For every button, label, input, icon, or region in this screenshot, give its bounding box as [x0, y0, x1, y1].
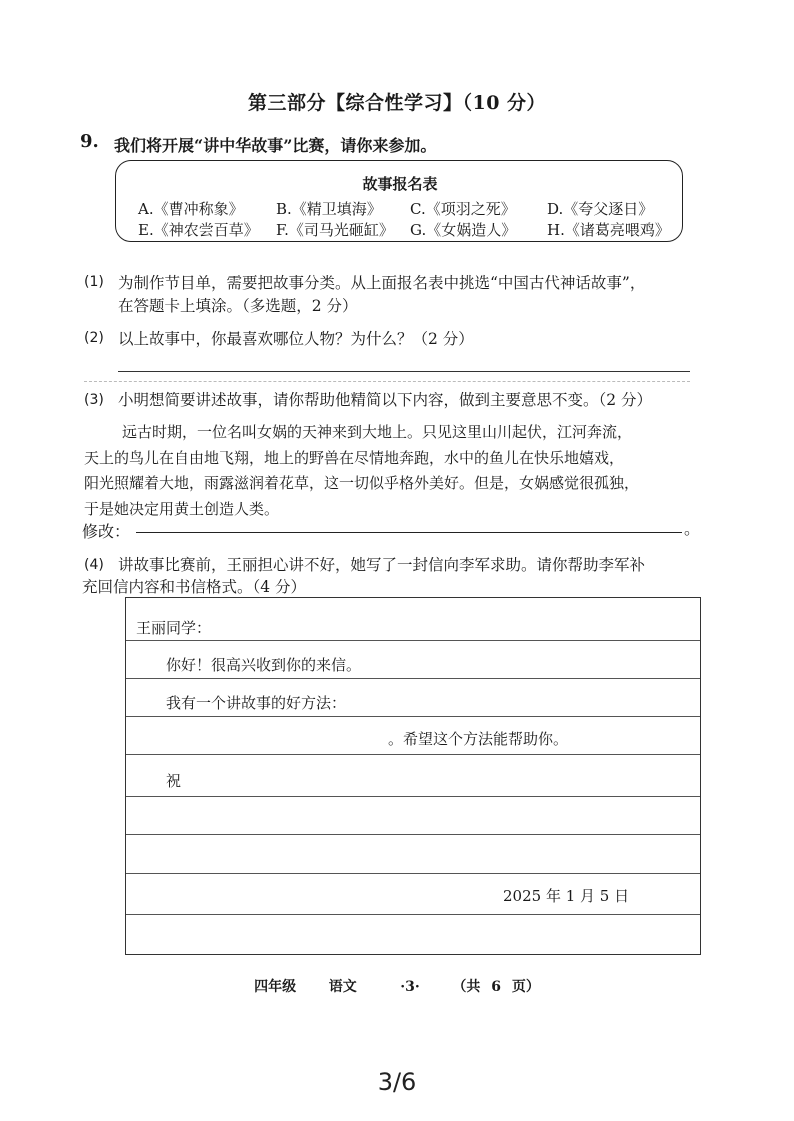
- story-option-d: D.《夸父逐日》: [547, 200, 654, 218]
- letter-row-divider: [126, 716, 700, 717]
- footer-subject: 语文: [328, 979, 357, 995]
- footer-total: （共 6 页）: [452, 979, 540, 995]
- sub4-number: (4): [84, 557, 104, 573]
- letter-hope: 。希望这个方法能帮助你。: [388, 730, 569, 748]
- sub1-line2: 在答题卡上填涂。（多选题，2 分）: [118, 297, 358, 315]
- story-option-a: A.《曹冲称象》: [138, 200, 244, 218]
- footer-page: ·3·: [400, 979, 420, 995]
- letter-greeting: 你好！很高兴收到你的来信。: [166, 656, 362, 674]
- registration-table: [115, 160, 683, 242]
- divider: [84, 381, 690, 382]
- revise-answer-line[interactable]: [136, 532, 682, 533]
- passage-line: 天上的鸟儿在自由地飞翔，地上的野兽在尽情地奔跑，水中的鱼儿在快乐地嬉戏，: [84, 448, 625, 467]
- passage-line: 阳光照耀着大地，雨露滋润着花草，这一切似乎格外美好。但是，女娲感觉很孤独，: [84, 474, 640, 492]
- letter-closing: 祝: [166, 772, 182, 790]
- sub2-text: 以上故事中，你最喜欢哪位人物？为什么？（2 分）: [118, 330, 474, 348]
- sub1-line1: 为制作节目单，需要把故事分类。从上面报名表中挑选“中国古代神话故事”，: [118, 274, 646, 292]
- sub4-line2: 充回信内容和书信格式。（4 分）: [82, 578, 307, 596]
- letter-date: 2025 年 1 月 5 日: [503, 887, 630, 905]
- story-option-c: C.《项羽之死》: [410, 200, 516, 218]
- question-text: 我们将开展“讲中华故事”比赛，请你来参加。: [114, 136, 437, 155]
- sub2-answer-line[interactable]: [118, 371, 690, 372]
- story-option-h: H.《诸葛亮喂鸡》: [547, 221, 670, 239]
- letter-row-divider: [126, 914, 700, 915]
- revise-period: 。: [684, 519, 701, 538]
- letter-row-divider: [126, 754, 700, 755]
- sub3-text: 小明想简要讲述故事，请你帮助他精简以下内容，做到主要意思不变。（2 分）: [118, 391, 653, 409]
- passage-line: 远古时期，一位名叫女娲的天神来到大地上。只见这里山川起伏，江河奔流，: [122, 423, 633, 441]
- story-option-b: B.《精卫填海》: [276, 200, 382, 218]
- question-number: 9.: [80, 131, 99, 152]
- story-option-g: G.《女娲造人》: [410, 221, 517, 239]
- registration-title: 故事报名表: [362, 175, 438, 193]
- footer-grade: 四年级: [254, 979, 297, 995]
- letter-method-intro: 我有一个讲故事的好方法：: [166, 694, 347, 712]
- letter-row-divider: [126, 640, 700, 641]
- story-option-f: F.《司马光砸缸》: [276, 221, 394, 239]
- sub2-number: (2): [84, 330, 104, 346]
- page-footer: [0, 976, 794, 996]
- letter-row-divider: [126, 873, 700, 874]
- revise-label: 修改：: [82, 522, 131, 541]
- story-passage: [84, 420, 690, 522]
- section-title: 第三部分【综合性学习】（10 分）: [247, 92, 547, 114]
- passage-line: 于是她决定用黄土创造人类。: [84, 499, 280, 518]
- letter-row-divider: [126, 834, 700, 835]
- sub1-number: (1): [84, 274, 104, 290]
- page-indicator: 3/6: [377, 1068, 417, 1096]
- letter-salutation: 王丽同学：: [136, 619, 212, 637]
- letter-row-divider: [126, 796, 700, 797]
- sub4-line1: 讲故事比赛前，王丽担心讲不好，她写了一封信向李军求助。请你帮助李军补: [118, 556, 646, 574]
- letter-form: [125, 597, 701, 955]
- story-option-e: E.《神农尝百草》: [138, 221, 259, 239]
- sub3-number: (3): [84, 392, 104, 408]
- letter-row-divider: [126, 678, 700, 679]
